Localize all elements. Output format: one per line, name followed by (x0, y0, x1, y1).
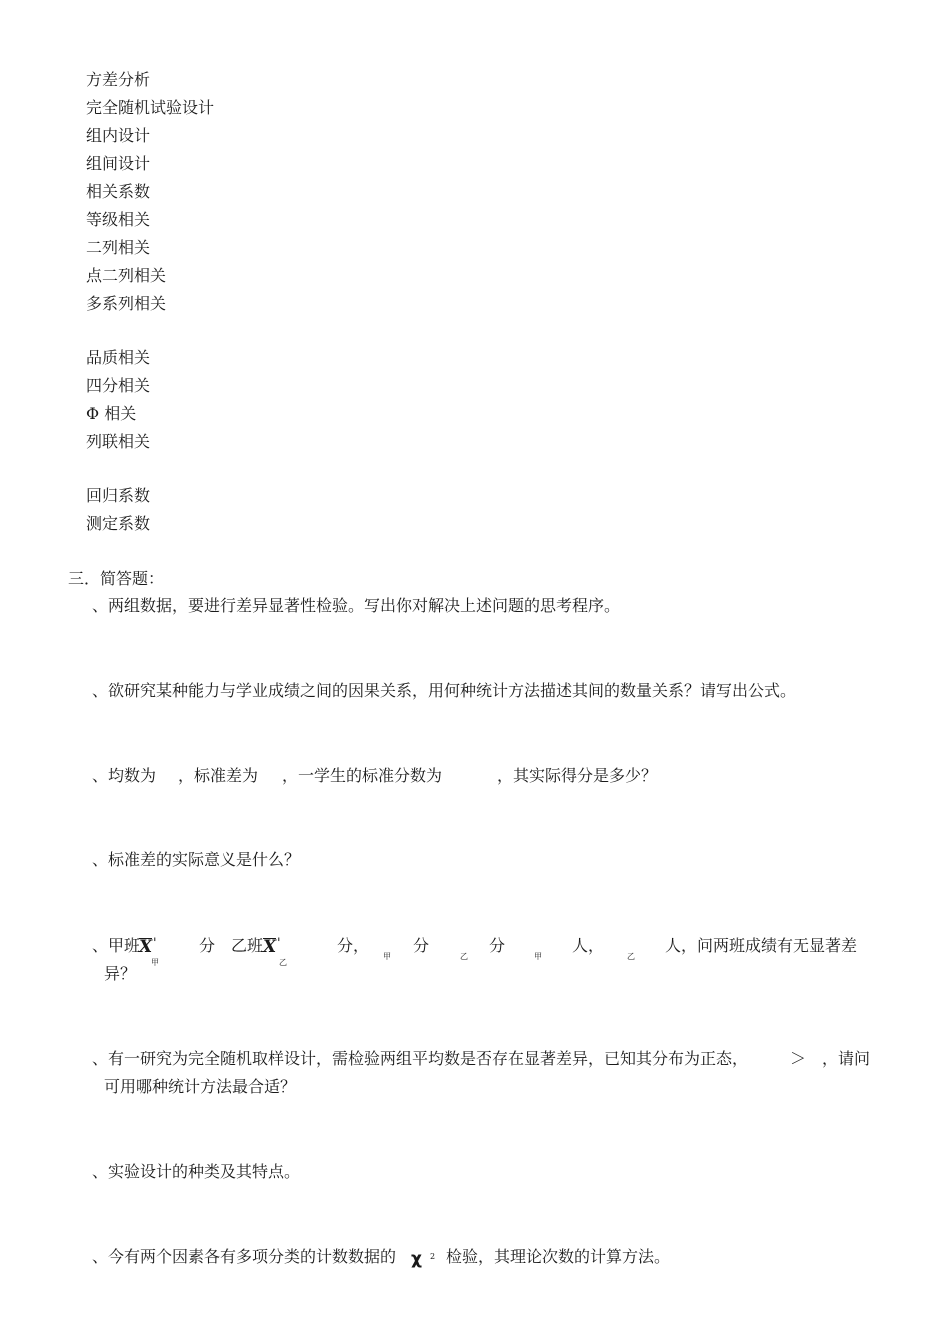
term-point-biserial-correlation: 点二列相关 (86, 266, 167, 285)
question-5-part-5: 分 (413, 936, 430, 955)
question-6-part-3: 可用哪种统计方法最合适？ (104, 1077, 297, 1096)
term-completely-random-design: 完全随机试验设计 (86, 98, 215, 117)
section-heading: 三．简答题： (68, 569, 165, 588)
question-7: 、实验设计的种类及其特点。 (92, 1162, 301, 1181)
term-within-subject-design: 组内设计 (86, 126, 151, 145)
question-6-part-1: 、有一研究为完全随机取样设计，需检验两组平均数是否存在显著差异，已知其分布为正态， (92, 1049, 749, 1068)
mean-x-bar-jia (139, 937, 152, 957)
chi-superscript: 2 (430, 1252, 436, 1261)
subscript-jia-3: 甲 (534, 952, 542, 961)
term-rank-correlation: 等级相关 (86, 210, 151, 229)
subscript-yi-2: 乙 (460, 952, 468, 961)
x-symbol: X (263, 937, 277, 957)
question-5-part-6: 分 (489, 936, 506, 955)
question-8-part-1: 、今有两个因素各有多项分类的计数数据的 (92, 1247, 397, 1266)
mean-x-bar-yi (263, 937, 276, 957)
question-4: 、标准差的实际意义是什么？ (92, 850, 301, 869)
term-regression-coefficient: 回归系数 (86, 486, 151, 505)
subscript-jia: 甲 (151, 958, 159, 967)
question-3-part-1: 、均数为 (92, 766, 157, 785)
term-phi-correlation: Φ 相关 (86, 404, 137, 423)
question-3-part-3: ，一学生的标准分数为 (282, 766, 443, 785)
x-symbol: X (139, 937, 153, 957)
question-5-part-1: 、甲班 (92, 936, 141, 955)
question-5-part-2: 分 (199, 936, 216, 955)
question-5-part-7: 人， (572, 936, 605, 955)
question-8-part-2: 检验，其理论次数的计算方法。 (446, 1247, 671, 1266)
question-3-part-2: ，标准差为 (178, 766, 259, 785)
term-multiserial-correlation: 多系列相关 (86, 294, 167, 313)
question-1: 、两组数据，要进行差异显著性检验。写出你对解决上述问题的思考程序。 (92, 596, 621, 615)
term-correlation-coefficient: 相关系数 (86, 182, 151, 201)
term-biserial-correlation: 二列相关 (86, 238, 151, 257)
question-2: 、欲研究某种能力与学业成绩之间的因果关系，用何种统计方法描述其间的数量关系？请写出公式。 (92, 681, 797, 700)
question-3-part-4: ，其实际得分是多少？ (497, 766, 658, 785)
chi-symbol: χ (411, 1249, 422, 1269)
prime-mark-yi: ' (277, 936, 281, 951)
subscript-jia-2: 甲 (383, 952, 391, 961)
prime-mark-jia: ' (153, 936, 157, 951)
question-6-part-2: ，请问 (822, 1049, 871, 1068)
question-5-part-3: 乙班 (231, 936, 264, 955)
subscript-yi-3: 乙 (627, 952, 635, 961)
term-between-subject-design: 组间设计 (86, 154, 151, 173)
term-contingency-correlation: 列联相关 (86, 432, 151, 451)
question-5-part-9: 异？ (104, 964, 137, 983)
term-anova: 方差分析 (86, 70, 151, 89)
greater-than-symbol: ＞ (790, 1049, 807, 1068)
question-5-part-8: 人，问两班成绩有无显著差 (665, 936, 858, 955)
subscript-yi: 乙 (279, 958, 287, 967)
term-tetrachoric-correlation: 四分相关 (86, 376, 151, 395)
term-qualitative-correlation: 品质相关 (86, 348, 151, 367)
term-coefficient-of-determination: 测定系数 (86, 514, 151, 533)
question-5-part-4: 分， (337, 936, 370, 955)
